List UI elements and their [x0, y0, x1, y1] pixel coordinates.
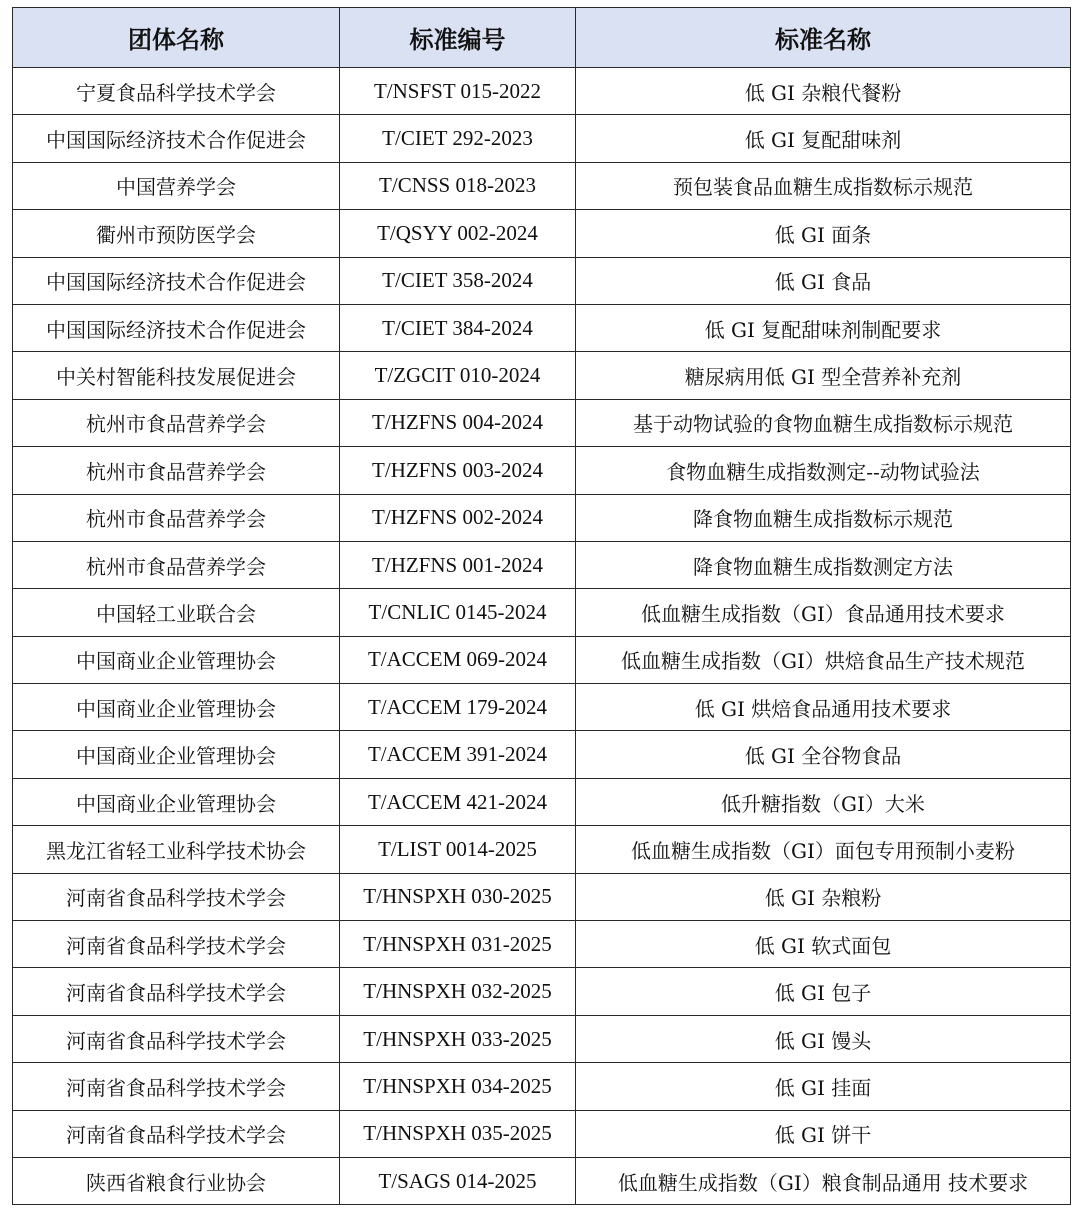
table-row [13, 636, 1071, 683]
standard-code-cell: T/HZFNS 004-2024 [340, 399, 576, 446]
standard-code-cell: T/QSYY 002-2024 [340, 210, 576, 257]
standard-name-cell: 预包装食品血糖生成指数标示规范 [576, 162, 1071, 209]
standard-code-cell: T/SAGS 014-2025 [340, 1157, 576, 1204]
table-row [13, 210, 1071, 257]
standard-code-cell: T/HNSPXH 030-2025 [340, 873, 576, 920]
org-name-cell: 杭州市食品营养学会 [13, 494, 340, 541]
org-name-cell: 杭州市食品营养学会 [13, 541, 340, 588]
standard-name-cell: 低 GI 食品 [576, 257, 1071, 304]
standard-code-cell: T/ACCEM 421-2024 [340, 778, 576, 825]
table-row [13, 684, 1071, 731]
standard-name-cell: 低 GI 挂面 [576, 1063, 1071, 1110]
standard-code-cell: T/CNSS 018-2023 [340, 162, 576, 209]
standard-code-cell: T/ACCEM 179-2024 [340, 684, 576, 731]
standard-code-cell: T/LIST 0014-2025 [340, 826, 576, 873]
standard-name-cell: 低 GI 杂粮粉 [576, 873, 1071, 920]
org-name-cell: 中国国际经济技术合作促进会 [13, 304, 340, 351]
table-row [13, 1157, 1071, 1204]
standard-code-cell: T/HZFNS 002-2024 [340, 494, 576, 541]
standard-name-cell: 低血糖生成指数（GI）粮食制品通用 技术要求 [576, 1157, 1071, 1204]
table-body [13, 68, 1071, 1205]
standard-code-cell: T/CIET 358-2024 [340, 257, 576, 304]
org-name-cell: 中国商业企业管理协会 [13, 778, 340, 825]
standard-code-cell: T/CIET 384-2024 [340, 304, 576, 351]
org-name-cell: 衢州市预防医学会 [13, 210, 340, 257]
table-row [13, 494, 1071, 541]
standard-name-cell: 低 GI 饼干 [576, 1110, 1071, 1157]
standard-code-cell: T/ACCEM 391-2024 [340, 731, 576, 778]
standard-name-cell: 低 GI 杂粮代餐粉 [576, 68, 1071, 115]
standard-name-cell: 低 GI 复配甜味剂制配要求 [576, 304, 1071, 351]
org-name-cell: 河南省食品科学技术学会 [13, 1110, 340, 1157]
org-name-cell: 中国营养学会 [13, 162, 340, 209]
table-row [13, 1015, 1071, 1062]
table-row [13, 257, 1071, 304]
org-name-cell: 黑龙江省轻工业科学技术协会 [13, 826, 340, 873]
standard-name-cell: 降食物血糖生成指数测定方法 [576, 541, 1071, 588]
standards-table [12, 7, 1071, 1205]
standard-name-cell: 低 GI 包子 [576, 968, 1071, 1015]
org-name-cell: 中关村智能科技发展促进会 [13, 352, 340, 399]
org-name-cell: 河南省食品科学技术学会 [13, 1063, 340, 1110]
org-name-cell: 河南省食品科学技术学会 [13, 1015, 340, 1062]
org-name-cell: 中国商业企业管理协会 [13, 684, 340, 731]
standard-name-cell: 食物血糖生成指数测定--动物试验法 [576, 447, 1071, 494]
standard-name-cell: 低 GI 烘焙食品通用技术要求 [576, 684, 1071, 731]
standard-code-cell: T/ZGCIT 010-2024 [340, 352, 576, 399]
standard-code-cell: T/HZFNS 003-2024 [340, 447, 576, 494]
table-row [13, 352, 1071, 399]
org-name-cell: 河南省食品科学技术学会 [13, 968, 340, 1015]
standard-code-cell: T/NSFST 015-2022 [340, 68, 576, 115]
standard-name-cell: 低升糖指数（GI）大米 [576, 778, 1071, 825]
standard-code-cell: T/ACCEM 069-2024 [340, 636, 576, 683]
table-row [13, 162, 1071, 209]
standard-code-cell: T/HNSPXH 033-2025 [340, 1015, 576, 1062]
org-name-cell: 中国国际经济技术合作促进会 [13, 257, 340, 304]
standard-name-cell: 降食物血糖生成指数标示规范 [576, 494, 1071, 541]
standard-name-cell: 低 GI 全谷物食品 [576, 731, 1071, 778]
standard-code-cell: T/HNSPXH 034-2025 [340, 1063, 576, 1110]
table-row [13, 731, 1071, 778]
table-row [13, 921, 1071, 968]
standard-code-cell: T/CIET 292-2023 [340, 115, 576, 162]
table-row [13, 826, 1071, 873]
table-row [13, 873, 1071, 920]
org-name-cell: 杭州市食品营养学会 [13, 399, 340, 446]
table-row [13, 115, 1071, 162]
table-row [13, 589, 1071, 636]
standard-name-cell: 低血糖生成指数（GI）食品通用技术要求 [576, 589, 1071, 636]
standard-name-cell: 糖尿病用低 GI 型全营养补充剂 [576, 352, 1071, 399]
org-name-cell: 河南省食品科学技术学会 [13, 921, 340, 968]
header-row [13, 8, 1071, 68]
table-row [13, 447, 1071, 494]
table-row [13, 541, 1071, 588]
table-row [13, 968, 1071, 1015]
org-name-cell: 宁夏食品科学技术学会 [13, 68, 340, 115]
standard-code-cell: T/HNSPXH 032-2025 [340, 968, 576, 1015]
table-row [13, 68, 1071, 115]
standard-name-cell: 低 GI 面条 [576, 210, 1071, 257]
standard-code-cell: T/HNSPXH 035-2025 [340, 1110, 576, 1157]
standard-name-cell: 低血糖生成指数（GI）面包专用预制小麦粉 [576, 826, 1071, 873]
table-row [13, 1063, 1071, 1110]
table-row [13, 304, 1071, 351]
header-org-name: 团体名称 [13, 8, 340, 68]
header-standard-name: 标准名称 [576, 8, 1071, 68]
org-name-cell: 中国轻工业联合会 [13, 589, 340, 636]
standards-table-container [12, 7, 1070, 1205]
standard-name-cell: 基于动物试验的食物血糖生成指数标示规范 [576, 399, 1071, 446]
standard-code-cell: T/HNSPXH 031-2025 [340, 921, 576, 968]
table-row [13, 1110, 1071, 1157]
standard-name-cell: 低 GI 软式面包 [576, 921, 1071, 968]
standard-name-cell: 低血糖生成指数（GI）烘焙食品生产技术规范 [576, 636, 1071, 683]
org-name-cell: 杭州市食品营养学会 [13, 447, 340, 494]
standard-name-cell: 低 GI 馒头 [576, 1015, 1071, 1062]
standard-code-cell: T/CNLIC 0145-2024 [340, 589, 576, 636]
org-name-cell: 中国国际经济技术合作促进会 [13, 115, 340, 162]
table-row [13, 778, 1071, 825]
header-standard-code: 标准编号 [340, 8, 576, 68]
org-name-cell: 中国商业企业管理协会 [13, 636, 340, 683]
org-name-cell: 中国商业企业管理协会 [13, 731, 340, 778]
table-row [13, 399, 1071, 446]
standard-name-cell: 低 GI 复配甜味剂 [576, 115, 1071, 162]
org-name-cell: 河南省食品科学技术学会 [13, 873, 340, 920]
standard-code-cell: T/HZFNS 001-2024 [340, 541, 576, 588]
org-name-cell: 陕西省粮食行业协会 [13, 1157, 340, 1204]
